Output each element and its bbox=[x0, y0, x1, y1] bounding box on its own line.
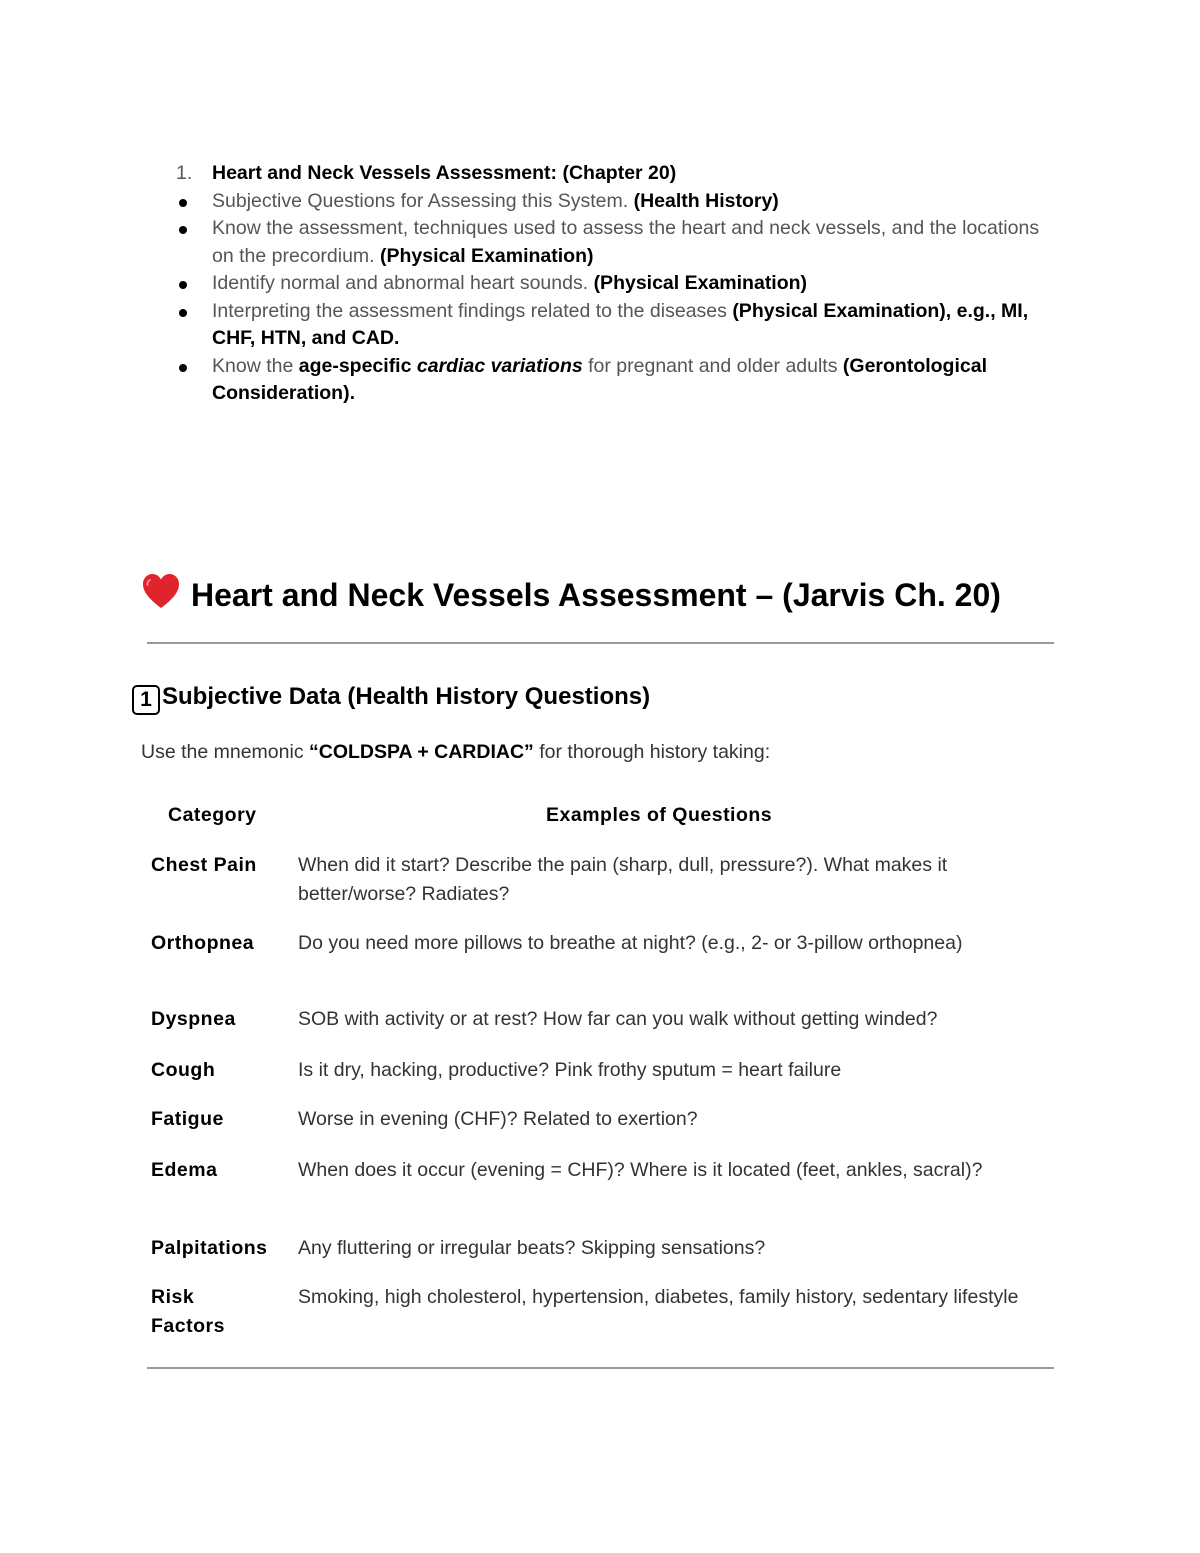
intro-text: Use the mnemonic “COLDSPA + CARDIAC” for thorough history taking: bbox=[141, 741, 771, 763]
list-item: Know the assessment, techniques used to assess the heart and neck vessels, and the locations on the precordium. (Physical Examination) bbox=[176, 215, 1056, 270]
bullet-icon bbox=[179, 364, 187, 372]
list-item: Know the age-specific cardiac variations for pregnant and older adults (Gerontological Consideration). bbox=[176, 353, 1056, 408]
row-question: When did it start? Describe the pain (sharp, dull, pressure?). What makes it better/worse? Radiates? bbox=[298, 854, 948, 905]
list-item: Subjective Questions for Assessing this System. (Health History) bbox=[176, 188, 1056, 216]
row-question: Do you need more pillows to breathe at night? (e.g., 2- or 3-pillow orthopnea) bbox=[298, 932, 963, 954]
outline-title-item bbox=[176, 160, 1056, 188]
bullet-icon bbox=[179, 199, 187, 207]
bullet-icon bbox=[179, 281, 187, 289]
column-header-category: Category bbox=[168, 804, 257, 826]
row-question: Is it dry, hacking, productive? Pink frothy sputum = heart failure bbox=[298, 1059, 842, 1081]
row-question: Worse in evening (CHF)? Related to exertion? bbox=[298, 1108, 698, 1130]
list-number: 1. bbox=[176, 162, 193, 184]
row-question: SOB with activity or at rest? How far can you walk without getting winded? bbox=[298, 1008, 938, 1030]
bullet-icon bbox=[179, 309, 187, 317]
bullet-icon bbox=[179, 226, 187, 234]
number-badge: 1 bbox=[132, 685, 160, 715]
page-title: Heart and Neck Vessels Assessment – (Jarvis Ch. 20) bbox=[141, 572, 1001, 614]
row-category: Cough bbox=[151, 1059, 216, 1081]
list-item: Identify normal and abnormal heart sounds. (Physical Examination) bbox=[176, 270, 1056, 298]
divider bbox=[147, 642, 1054, 644]
row-category: Chest Pain bbox=[151, 854, 257, 876]
list-item: Interpreting the assessment findings related to the diseases (Physical Examination), e.g., MI, CHF, HTN, and CAD. bbox=[176, 298, 1056, 353]
row-question: Smoking, high cholesterol, hypertension, diabetes, family history, sedentary lifestyle bbox=[298, 1286, 1019, 1308]
outline-list bbox=[176, 160, 1056, 408]
divider bbox=[147, 1367, 1054, 1369]
row-category: Palpitations bbox=[151, 1237, 268, 1259]
row-question: When does it occur (evening = CHF)? Where is it located (feet, ankles, sacral)? bbox=[298, 1159, 983, 1181]
row-question: Any fluttering or irregular beats? Skipping sensations? bbox=[298, 1237, 766, 1259]
row-category: Risk Factors bbox=[151, 1286, 225, 1337]
row-category: Dyspnea bbox=[151, 1008, 236, 1030]
row-category: Orthopnea bbox=[151, 932, 255, 954]
row-category: Edema bbox=[151, 1159, 218, 1181]
row-category: Fatigue bbox=[151, 1108, 224, 1130]
section-heading: 1 Subjective Data (Health History Questions) bbox=[132, 683, 650, 715]
heart-icon bbox=[141, 572, 181, 612]
outline-title: Heart and Neck Vessels Assessment: (Chapter 20) bbox=[212, 162, 677, 184]
column-header-questions: Examples of Questions bbox=[546, 804, 773, 826]
